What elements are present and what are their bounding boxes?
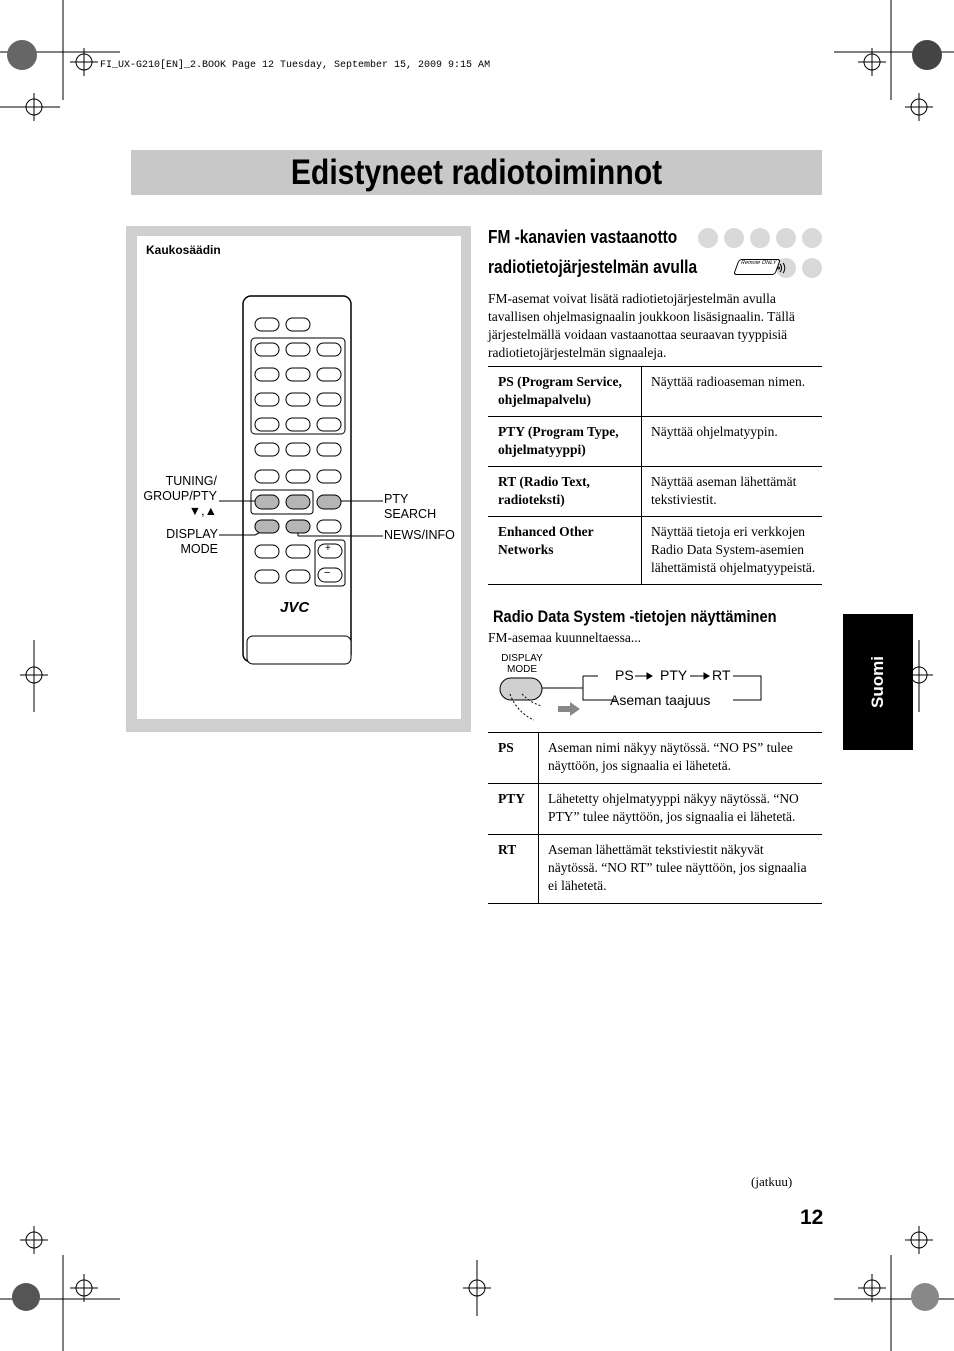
vol-minus-label: − [324, 567, 331, 579]
signal-term-cell [488, 367, 642, 417]
remote-signal-icon [777, 262, 791, 274]
mode-term: PS [488, 733, 539, 784]
display-mode-button-label: DISPLAY MODE [501, 653, 543, 675]
cycle-rt: RT [712, 667, 731, 683]
cycle-ps: PS [615, 667, 634, 683]
signal-term-expansion: (Radio Text, radioteksti) [498, 474, 590, 507]
remote-only-badge [733, 259, 781, 275]
cycle-frequency: Aseman taajuus [610, 692, 711, 708]
display-modes-table [488, 732, 822, 904]
continued-note: (jatkuu) [751, 1174, 793, 1189]
signal-term: PS [498, 374, 514, 389]
mode-row [488, 835, 822, 904]
file-info-header: FI_UX-G210[EN]_2.BOOK Page 12 Tuesday, September 15, 2009 9:15 AM [100, 60, 491, 71]
remote-caption: Kaukosäädin [146, 243, 221, 257]
signal-description: Näyttää ohjelmatyypin. [642, 417, 823, 467]
mode-description: Lähetetty ohjelmatyyppi näkyy näytössä. “NO PTY” tulee näyttöön, jos signaalia ei lähetetä. [539, 784, 823, 835]
signal-description: Näyttää radioaseman nimen. [642, 367, 823, 417]
section1-heading-line2: radiotietojärjestelmän avulla [488, 257, 698, 277]
section1-heading-line1: FM -kanavien vastaanotto [488, 227, 678, 247]
signal-term: PTY [498, 424, 525, 439]
mode-row [488, 784, 822, 835]
remote-brand-logo: JVC [280, 599, 310, 616]
pty-search-label: PTY SEARCH [384, 492, 437, 521]
signal-row [488, 417, 822, 467]
page-title: Edistyneet radiotoiminnot [290, 153, 663, 192]
signal-description: Näyttää aseman lähettämät tekstiviestit. [642, 467, 823, 517]
signal-description: Näyttää tietoja eri verkkojen Radio Data System-asemien lähettämistä ohjelmatyypeistä. [651, 524, 816, 575]
cycle-pty: PTY [660, 667, 688, 683]
signal-term-expansion: (Program Type, ohjelmatyyppi) [498, 424, 619, 457]
mode-description: Aseman lähettämät tekstiviestit näkyvät näytössä. “NO RT” tulee näyttöön, jos signaalia ei lähetetä. [548, 842, 807, 893]
page-number: 12 [800, 1206, 824, 1229]
mode-description: Aseman nimi näkyy näytössä. “NO PS” tulee näyttöön, jos signaalia ei lähetetä. [539, 733, 823, 784]
signal-row [488, 517, 822, 585]
mode-term: RT [488, 835, 539, 904]
title-bar [131, 150, 822, 195]
signal-term: RT [498, 474, 517, 489]
signal-row [488, 367, 822, 417]
signal-term: Enhanced Other Networks [498, 524, 594, 557]
remote-only-badge-text: Remote ONLY [739, 260, 778, 266]
vol-plus-label: + [325, 543, 331, 554]
section1-intro: FM-asemat voivat lisätä radiotietojärjestelmän avulla tavallisen ohjelmasignaalin joukkoon lisäsignaalin. Tällä järjestelmällä voidaan vastaanottaa seuraavan tyyppisiä radiotietojärjestelmän signaaleja. [488, 291, 795, 360]
display-mode-label: DISPLAY MODE [166, 527, 218, 556]
language-tab [843, 614, 913, 750]
mode-term: PTY [488, 784, 539, 835]
language-tab-label: Suomi [868, 656, 887, 708]
signal-term-cell [488, 517, 642, 585]
tuning-group-pty-label: TUNING/ GROUP/PTY ▼,▲ [143, 474, 217, 518]
signal-term-cell [488, 467, 642, 517]
signal-term-cell [488, 417, 642, 467]
signal-term-expansion: (Program Service, ohjelmapalvelu) [498, 374, 622, 407]
mode-row [488, 733, 822, 784]
section2-heading: Radio Data System -tietojen näyttäminen [493, 607, 777, 626]
news-info-label: NEWS/INFO [384, 528, 455, 542]
signal-row [488, 467, 822, 517]
section2-lead: FM-asemaa kuunneltaessa... [488, 630, 641, 645]
signal-types-table [488, 366, 822, 585]
